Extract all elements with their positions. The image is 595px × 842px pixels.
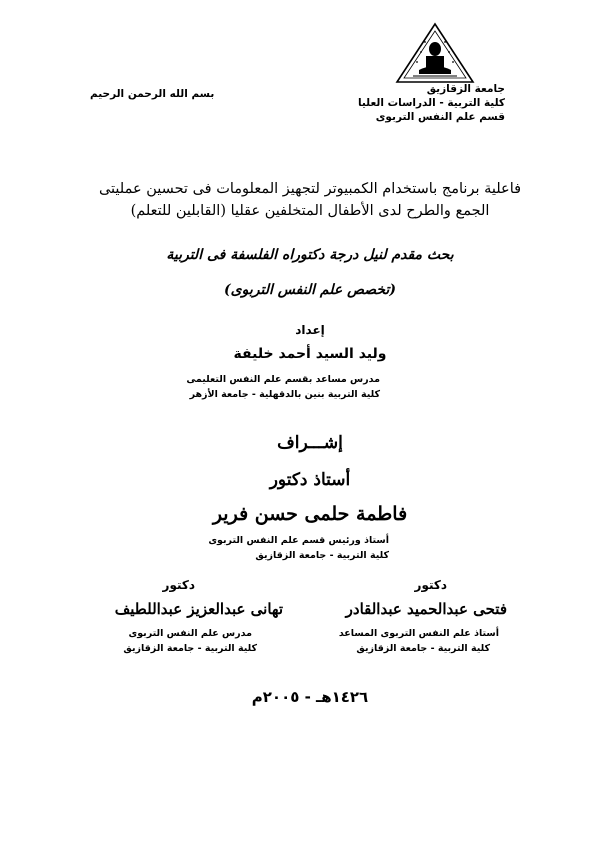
main-supervisor-position: أستاذ ورئيس قسم علم النفس التربوى xyxy=(208,535,389,546)
right-supervisor-position: أستاذ علم النفس التربوى المساعد xyxy=(338,628,499,639)
department-name: قسم علم النفس التربوى xyxy=(375,111,505,123)
main-supervisor-name: فاطمة حلمى حسن فرير xyxy=(212,503,408,525)
faculty-name: كلية التربية - الدراسات العليا xyxy=(357,97,505,109)
thesis-title-line-2: الجمع والطرح لدى الأطفال المتخلفين عقليا (القابلين للتعلم) xyxy=(130,203,490,219)
left-supervisor-name: تهانى عبدالعزيز عبداللطيف xyxy=(114,600,283,618)
university-seal-icon xyxy=(395,22,475,84)
left-supervisor-affiliation: كلية التربية - جامعة الزقازيق xyxy=(123,643,257,654)
thesis-title-line-1: فاعلية برنامج باستخدام الكمبيوتر لتجهيز المعلومات فى تحسين عمليتى xyxy=(98,181,522,197)
date: ١٤٢٦هـ - ٢٠٠٥م xyxy=(251,688,369,706)
university-name: جامعة الزقازيق xyxy=(426,83,505,95)
left-supervisor-title: دكتور xyxy=(162,578,195,592)
university-header xyxy=(358,82,505,124)
thesis-title xyxy=(60,178,560,222)
prepared-by-label: إعداد xyxy=(295,323,325,337)
author-affiliation: كلية التربية بنين بالدقهلية - جامعة الأزهر xyxy=(189,389,380,400)
author-name: وليد السيد أحمد خليفة xyxy=(233,346,387,362)
right-supervisor-affiliation: كلية التربية - جامعة الزقازيق xyxy=(356,643,490,654)
main-supervisor-affiliation: كلية التربية - جامعة الزقازيق xyxy=(255,550,389,561)
left-supervisor-position: مدرس علم النفس التربوى xyxy=(128,628,252,639)
right-supervisor-name: فتحى عبدالحميد عبدالقادر xyxy=(345,600,507,618)
right-supervisor-title: دكتور xyxy=(414,578,447,592)
main-supervisor-title: أستاذ دكتور xyxy=(269,470,351,490)
specialization: (تخصص علم النفس التربوى) xyxy=(224,282,396,298)
author-position: مدرس مساعد بقسم علم النفس التعليمى xyxy=(186,374,380,385)
supervision-label: إشـــراف xyxy=(277,433,343,453)
degree-statement: بحث مقدم لنيل درجة دكتوراه الفلسفة فى التربية xyxy=(166,247,454,263)
bismillah: بسم الله الرحمن الرحيم xyxy=(90,88,215,100)
